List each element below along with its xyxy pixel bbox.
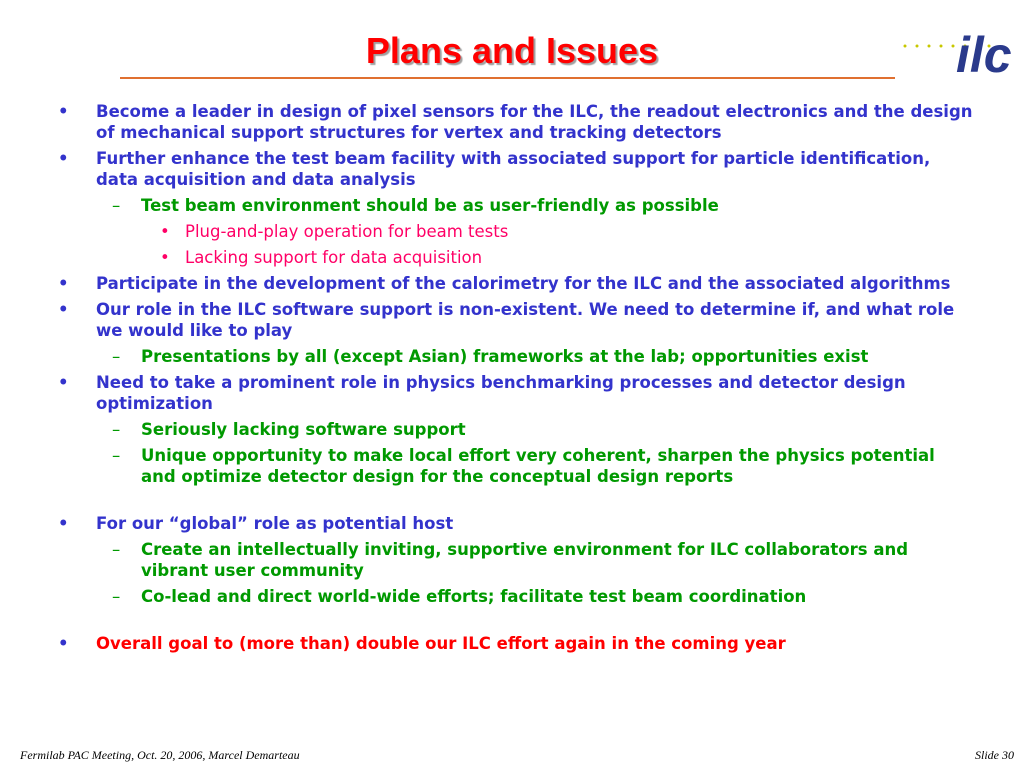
dash-marker: –: [112, 196, 121, 215]
bullet-text: Overall goal to (more than) double our ILC effort again in the coming year: [96, 634, 786, 653]
bullet-text: Further enhance the test beam facility with associated support for particle identification, data acquisition and data analysis: [96, 149, 931, 189]
dash-marker: –: [112, 347, 121, 366]
dash-marker: –: [112, 587, 121, 606]
dash-marker: –: [112, 540, 121, 559]
list-item: [0, 419, 1024, 440]
dash-marker: –: [112, 446, 121, 465]
bullet-text: Need to take a prominent role in physics benchmarking processes and detector design optimization: [96, 373, 906, 413]
bullet-marker: •: [58, 373, 69, 392]
bullet-marker: •: [160, 248, 170, 267]
list-item-goal: [0, 633, 1024, 654]
bullet-marker: •: [58, 514, 69, 533]
list-item: [0, 299, 1024, 341]
list-item: [0, 372, 1024, 414]
bullet-marker: •: [58, 274, 69, 293]
bullet-text: Become a leader in design of pixel sensors for the ILC, the readout electronics and the design of mechanical support structures for vertex and tracking detectors: [96, 102, 973, 142]
bullet-text: For our “global” role as potential host: [96, 514, 454, 533]
bullet-text: Seriously lacking software support: [141, 420, 466, 439]
bullet-text: Lacking support for data acquisition: [185, 248, 483, 267]
list-item: [0, 586, 1024, 607]
bullet-text: Presentations by all (except Asian) frameworks at the lab; opportunities exist: [141, 347, 869, 366]
ilc-logo-graphic: [900, 10, 1020, 82]
footer-meeting-info: Fermilab PAC Meeting, Oct. 20, 2006, Marcel Demarteau: [20, 748, 300, 762]
dash-marker: –: [112, 420, 121, 439]
list-item: [0, 273, 1024, 294]
list-item: [0, 101, 1024, 143]
bullet-text: Our role in the ILC software support is non-existent. We need to determine if, and what role we would like to play: [96, 300, 955, 340]
slide-title: Plans and Issues: [365, 30, 659, 71]
bullet-text: Participate in the development of the calorimetry for the ILC and the associated algorithms: [96, 274, 951, 293]
bullet-text: Unique opportunity to make local effort very coherent, sharpen the physics potential and optimize detector design for the conceptual design reports: [141, 446, 935, 486]
bullet-list: [0, 101, 1024, 659]
ilc-logo: [900, 10, 1020, 82]
bullet-marker: •: [160, 222, 170, 241]
bullet-text: Test beam environment should be as user-friendly as possible: [141, 196, 719, 215]
list-item: [0, 148, 1024, 190]
list-item: [0, 445, 1024, 487]
list-item: [0, 221, 1024, 242]
bullet-text: Co-lead and direct world-wide efforts; facilitate test beam coordination: [141, 587, 807, 606]
logo-text: ilc: [956, 27, 1012, 82]
bullet-text: Create an intellectually inviting, supportive environment for ILC collaborators and vibrant user community: [141, 540, 909, 580]
spacer: [0, 612, 1024, 633]
spacer: [0, 492, 1024, 513]
bullet-marker: •: [58, 300, 69, 319]
footer-slide-number: Slide 30: [975, 748, 1014, 762]
bullet-marker: •: [58, 102, 69, 121]
list-item: [0, 195, 1024, 216]
bullet-marker: •: [58, 149, 69, 168]
title-underline: [120, 77, 895, 79]
list-item: [0, 247, 1024, 268]
list-item: [0, 513, 1024, 534]
bullet-marker: •: [58, 634, 69, 653]
list-item: [0, 539, 1024, 581]
list-item: [0, 346, 1024, 367]
bullet-text: Plug-and-play operation for beam tests: [185, 222, 509, 241]
